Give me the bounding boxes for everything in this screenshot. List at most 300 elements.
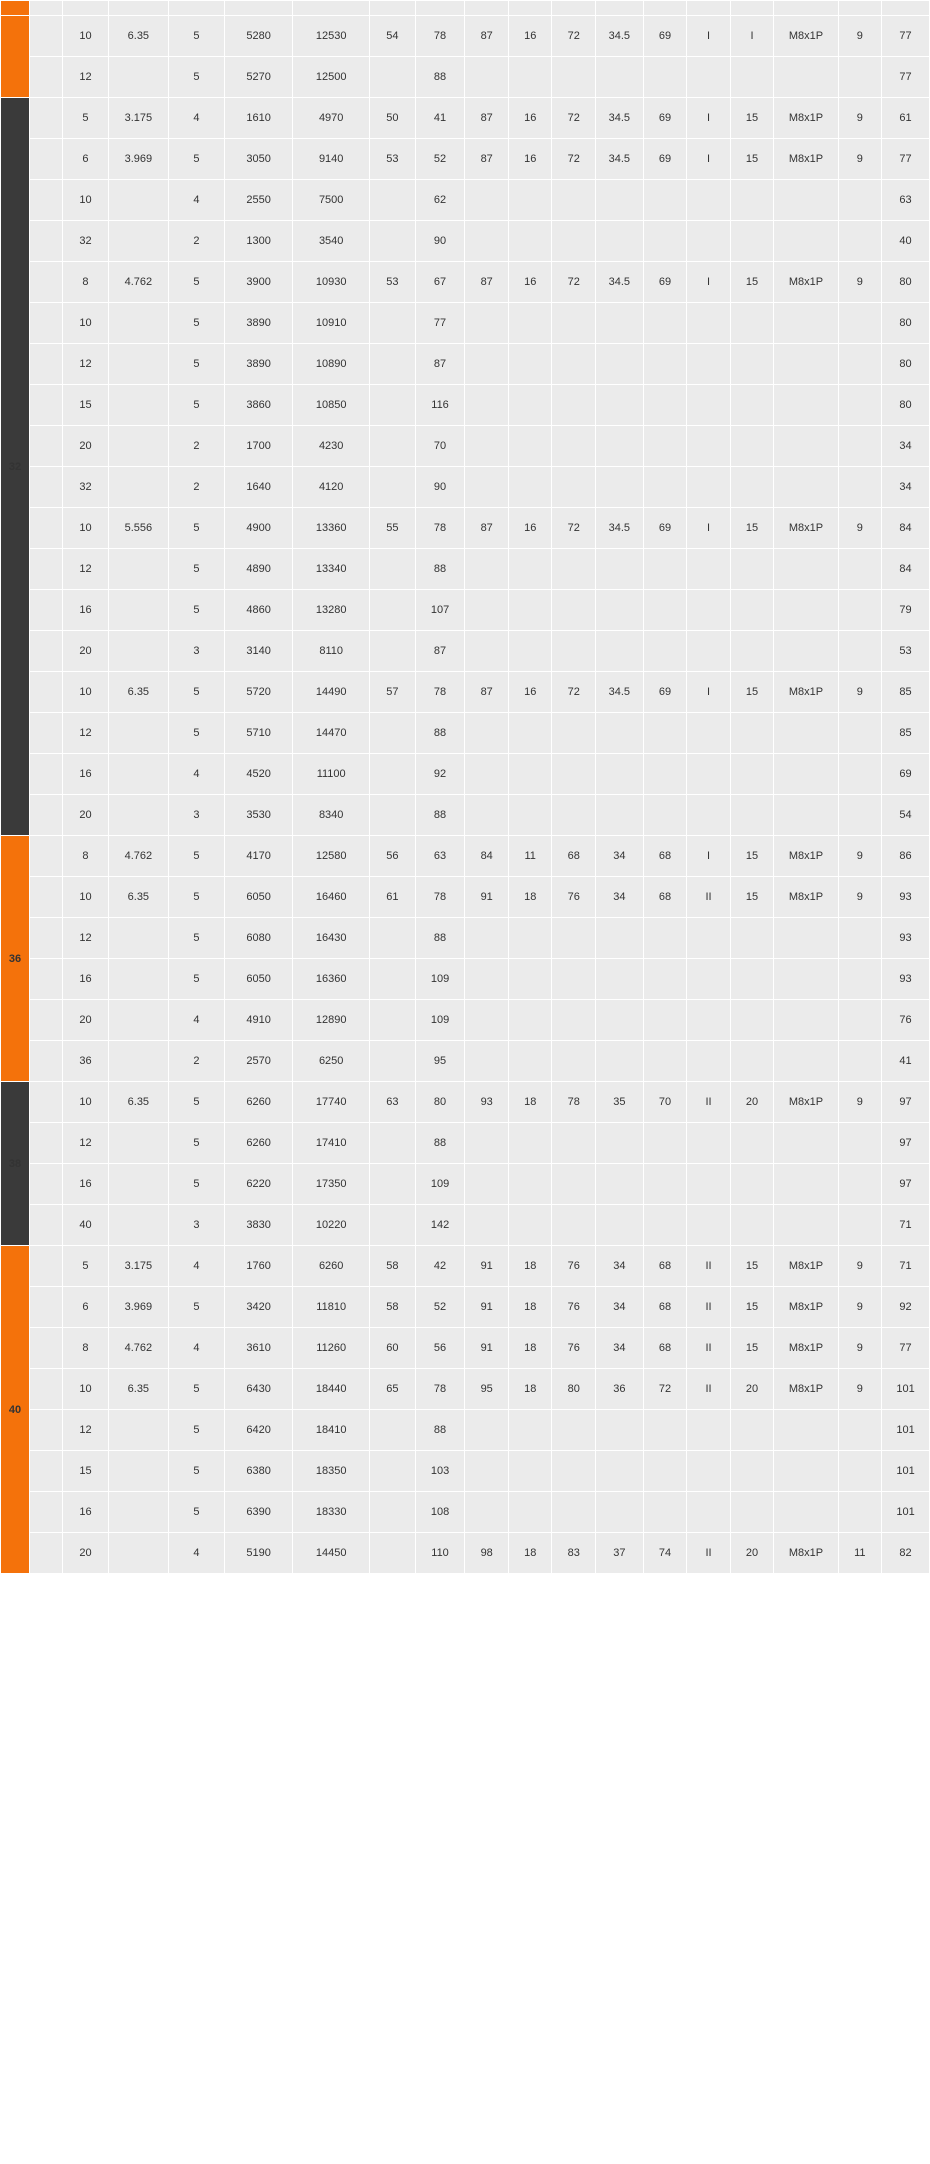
cell-r12-c10	[552, 590, 596, 631]
cell-r2-c10	[552, 918, 596, 959]
cell-r2-c1: 10	[63, 180, 109, 221]
cell-r1-c5: 11810	[293, 1287, 370, 1328]
cell-r0-c15: M8x1P	[774, 1082, 838, 1123]
cell-r4-c5: 10930	[293, 262, 370, 303]
cell-r3-c5: 18440	[293, 1369, 370, 1410]
table-row[interactable]	[1, 877, 930, 918]
cell-r3-c5: 16360	[293, 959, 370, 1000]
cell-r7-c12	[643, 385, 687, 426]
cell-r3-c2: 6.35	[108, 1369, 168, 1410]
cell-r2-c4: 3610	[224, 1328, 292, 1369]
cell-r11-c3: 5	[168, 549, 224, 590]
cell-r14-c1: 10	[63, 672, 109, 713]
cell-r10-c14: 15	[730, 508, 774, 549]
cell-r12-c17: 79	[882, 590, 930, 631]
cell-r4-c13	[687, 1410, 731, 1451]
cell-r1-c9: 18	[508, 877, 552, 918]
cell-r8-c17: 34	[882, 426, 930, 467]
cell-r3-c17: 101	[882, 1369, 930, 1410]
cell-r4-c9	[508, 1000, 552, 1041]
cell-r1-c1: 12	[63, 1123, 109, 1164]
cell-r11-c6	[370, 549, 416, 590]
cell-r10-c0	[30, 508, 63, 549]
cell-r10-c9: 16	[508, 508, 552, 549]
cell-r0-c5: 4970	[293, 98, 370, 139]
cell-r3-c2	[108, 959, 168, 1000]
cell-r3-c11	[596, 221, 644, 262]
cell-r3-c7: 90	[415, 221, 465, 262]
cell-r2-c13: II	[687, 1328, 731, 1369]
cell-r1-c12: 68	[643, 877, 687, 918]
cell-r5-c2	[108, 303, 168, 344]
cell-r1-c15: M8x1P	[774, 877, 838, 918]
table-row[interactable]	[1, 344, 930, 385]
cell-r4-c10	[552, 1410, 596, 1451]
cell-r1-c0	[30, 139, 63, 180]
cell-r0-c15: M8x1P	[774, 98, 838, 139]
cell-r3-c4: 1300	[224, 221, 292, 262]
cell-r0-c17: 61	[882, 98, 930, 139]
header-cell	[108, 1, 168, 16]
cell-r4-c11	[596, 1410, 644, 1451]
cell-r6-c11	[596, 344, 644, 385]
cell-r7-c2	[108, 1533, 168, 1574]
table-row[interactable]	[1, 221, 930, 262]
cell-r2-c16	[838, 918, 882, 959]
cell-r9-c14	[730, 467, 774, 508]
cell-r7-c17: 80	[882, 385, 930, 426]
cell-r12-c0	[30, 590, 63, 631]
header-cell	[30, 1, 63, 16]
cell-r5-c13	[687, 303, 731, 344]
cell-r14-c4: 5720	[224, 672, 292, 713]
table-row[interactable]	[1, 1041, 930, 1082]
cell-r10-c6: 55	[370, 508, 416, 549]
cell-r1-c11	[596, 1123, 644, 1164]
cell-r6-c6	[370, 344, 416, 385]
cell-r7-c12: 74	[643, 1533, 687, 1574]
table-row[interactable]	[1, 180, 930, 221]
cell-r14-c2: 6.35	[108, 672, 168, 713]
cell-r4-c13: I	[687, 262, 731, 303]
cell-r3-c7: 78	[415, 1369, 465, 1410]
cell-r14-c5: 14490	[293, 672, 370, 713]
cell-r12-c16	[838, 590, 882, 631]
cell-r3-c13	[687, 1205, 731, 1246]
table-header-strip	[1, 1, 930, 16]
cell-r15-c13	[687, 713, 731, 754]
cell-r10-c2: 5.556	[108, 508, 168, 549]
table-row[interactable]	[1, 1451, 930, 1492]
table-row[interactable]	[1, 467, 930, 508]
cell-r3-c14	[730, 959, 774, 1000]
cell-r17-c15	[774, 795, 838, 836]
cell-r0-c7: 42	[415, 1246, 465, 1287]
cell-r12-c15	[774, 590, 838, 631]
cell-r14-c12: 69	[643, 672, 687, 713]
cell-r0-c0	[30, 836, 63, 877]
cell-r7-c14: 20	[730, 1533, 774, 1574]
cell-r5-c16	[838, 1041, 882, 1082]
cell-r5-c5: 10910	[293, 303, 370, 344]
cell-r6-c2	[108, 344, 168, 385]
cell-r0-c8: 87	[465, 98, 509, 139]
cell-r1-c14: 15	[730, 877, 774, 918]
header-cell	[730, 1, 774, 16]
table-row[interactable]	[1, 918, 930, 959]
cell-r3-c5: 10220	[293, 1205, 370, 1246]
table-row[interactable]	[1, 98, 930, 139]
cell-r1-c5: 12500	[293, 57, 370, 98]
table-row[interactable]	[1, 57, 930, 98]
cell-r6-c8	[465, 344, 509, 385]
cell-r9-c7: 90	[415, 467, 465, 508]
cell-r9-c3: 2	[168, 467, 224, 508]
cell-r5-c4: 2570	[224, 1041, 292, 1082]
cell-r0-c1: 5	[63, 98, 109, 139]
cell-r16-c6	[370, 754, 416, 795]
cell-r10-c1: 10	[63, 508, 109, 549]
cell-r11-c16	[838, 549, 882, 590]
cell-r3-c6: 65	[370, 1369, 416, 1410]
cell-r3-c9	[508, 1205, 552, 1246]
cell-r1-c6: 61	[370, 877, 416, 918]
cell-r10-c4: 4900	[224, 508, 292, 549]
cell-r2-c15	[774, 1164, 838, 1205]
cell-r16-c15	[774, 754, 838, 795]
cell-r4-c4: 4910	[224, 1000, 292, 1041]
cell-r4-c6	[370, 1000, 416, 1041]
cell-r15-c5: 14470	[293, 713, 370, 754]
header-cell	[774, 1, 838, 16]
cell-r6-c12	[643, 1492, 687, 1533]
cell-r0-c7: 78	[415, 16, 465, 57]
cell-r2-c6	[370, 1164, 416, 1205]
cell-r0-c10: 76	[552, 1246, 596, 1287]
cell-r3-c14: 20	[730, 1369, 774, 1410]
table-row[interactable]	[1, 1492, 930, 1533]
cell-r0-c14: I	[730, 16, 774, 57]
cell-r3-c9	[508, 959, 552, 1000]
cell-r1-c10	[552, 1123, 596, 1164]
cell-r2-c16: 9	[838, 1328, 882, 1369]
cell-r0-c9: 18	[508, 1246, 552, 1287]
table-row[interactable]	[1, 1205, 930, 1246]
cell-r3-c12	[643, 959, 687, 1000]
cell-r4-c3: 5	[168, 262, 224, 303]
cell-r7-c6	[370, 1533, 416, 1574]
cell-r5-c7: 103	[415, 1451, 465, 1492]
cell-r0-c17: 97	[882, 1082, 930, 1123]
group-label-38: 38	[1, 1082, 30, 1246]
table-row[interactable]	[1, 1410, 930, 1451]
cell-r1-c6	[370, 1123, 416, 1164]
cell-r1-c17: 92	[882, 1287, 930, 1328]
cell-r15-c0	[30, 713, 63, 754]
header-cell	[687, 1, 731, 16]
cell-r17-c0	[30, 795, 63, 836]
cell-r7-c3: 5	[168, 385, 224, 426]
cell-r3-c15	[774, 959, 838, 1000]
cell-r0-c5: 17740	[293, 1082, 370, 1123]
cell-r0-c17: 86	[882, 836, 930, 877]
cell-r2-c3: 4	[168, 1328, 224, 1369]
cell-r12-c11	[596, 590, 644, 631]
cell-r0-c9: 18	[508, 1082, 552, 1123]
cell-r4-c1: 8	[63, 262, 109, 303]
cell-r3-c15	[774, 1205, 838, 1246]
cell-r4-c3: 4	[168, 1000, 224, 1041]
cell-r2-c4: 6080	[224, 918, 292, 959]
cell-r1-c9	[508, 57, 552, 98]
cell-r4-c3: 5	[168, 1410, 224, 1451]
cell-r3-c10	[552, 221, 596, 262]
cell-r10-c8: 87	[465, 508, 509, 549]
table-row[interactable]	[1, 139, 930, 180]
cell-r14-c11: 34.5	[596, 672, 644, 713]
cell-r1-c0	[30, 877, 63, 918]
cell-r16-c8	[465, 754, 509, 795]
cell-r0-c16: 9	[838, 836, 882, 877]
cell-r8-c6	[370, 426, 416, 467]
cell-r7-c14	[730, 385, 774, 426]
cell-r5-c2	[108, 1041, 168, 1082]
cell-r1-c12	[643, 1123, 687, 1164]
cell-r12-c3: 5	[168, 590, 224, 631]
cell-r3-c13: II	[687, 1369, 731, 1410]
cell-r2-c13	[687, 1164, 731, 1205]
cell-r0-c0	[30, 98, 63, 139]
cell-r14-c14: 15	[730, 672, 774, 713]
cell-r2-c3: 4	[168, 180, 224, 221]
table-row[interactable]	[1, 713, 930, 754]
cell-r15-c10	[552, 713, 596, 754]
cell-r1-c2: 3.969	[108, 139, 168, 180]
cell-r1-c3: 5	[168, 57, 224, 98]
cell-r4-c8	[465, 1000, 509, 1041]
cell-r4-c14: 15	[730, 262, 774, 303]
cell-r6-c0	[30, 1492, 63, 1533]
table-row[interactable]	[1, 385, 930, 426]
cell-r4-c15	[774, 1410, 838, 1451]
cell-r16-c7: 92	[415, 754, 465, 795]
cell-r0-c7: 80	[415, 1082, 465, 1123]
cell-r17-c4: 3530	[224, 795, 292, 836]
cell-r0-c13: I	[687, 836, 731, 877]
cell-r1-c13	[687, 1123, 731, 1164]
cell-r13-c8	[465, 631, 509, 672]
table-row[interactable]	[1, 672, 930, 713]
table-row[interactable]	[1, 1533, 930, 1574]
table-row[interactable]	[1, 1246, 930, 1287]
cell-r0-c2: 6.35	[108, 16, 168, 57]
cell-r5-c7: 95	[415, 1041, 465, 1082]
cell-r0-c3: 5	[168, 1082, 224, 1123]
table-row[interactable]	[1, 1164, 930, 1205]
cell-r2-c16	[838, 1164, 882, 1205]
table-row[interactable]	[1, 426, 930, 467]
cell-r1-c9	[508, 1123, 552, 1164]
cell-r1-c1: 6	[63, 139, 109, 180]
cell-r0-c13: I	[687, 98, 731, 139]
cell-r0-c11: 34.5	[596, 98, 644, 139]
cell-r13-c17: 53	[882, 631, 930, 672]
cell-r1-c16	[838, 1123, 882, 1164]
cell-r4-c2: 4.762	[108, 262, 168, 303]
cell-r16-c0	[30, 754, 63, 795]
table-row[interactable]	[1, 1123, 930, 1164]
cell-r2-c2	[108, 180, 168, 221]
cell-r9-c1: 32	[63, 467, 109, 508]
header-cell	[838, 1, 882, 16]
cell-r5-c16	[838, 303, 882, 344]
cell-r14-c7: 78	[415, 672, 465, 713]
table-row[interactable]	[1, 795, 930, 836]
cell-r3-c3: 5	[168, 959, 224, 1000]
cell-r1-c2: 6.35	[108, 877, 168, 918]
table-row[interactable]	[1, 16, 930, 57]
cell-r3-c16	[838, 221, 882, 262]
cell-r8-c4: 1700	[224, 426, 292, 467]
cell-r9-c4: 1640	[224, 467, 292, 508]
cell-r6-c6	[370, 1492, 416, 1533]
cell-r15-c2	[108, 713, 168, 754]
cell-r2-c1: 12	[63, 918, 109, 959]
cell-r1-c14: 15	[730, 139, 774, 180]
cell-r0-c3: 5	[168, 836, 224, 877]
cell-r3-c14	[730, 1205, 774, 1246]
cell-r17-c8	[465, 795, 509, 836]
table-row[interactable]	[1, 1082, 930, 1123]
cell-r1-c14: 15	[730, 1287, 774, 1328]
header-cell	[596, 1, 644, 16]
cell-r0-c17: 77	[882, 16, 930, 57]
cell-r0-c12: 68	[643, 1246, 687, 1287]
table-row[interactable]	[1, 262, 930, 303]
cell-r0-c11: 34.5	[596, 16, 644, 57]
table-row[interactable]	[1, 303, 930, 344]
cell-r6-c13	[687, 344, 731, 385]
cell-r4-c11: 34.5	[596, 262, 644, 303]
cell-r17-c12	[643, 795, 687, 836]
cell-r14-c10: 72	[552, 672, 596, 713]
cell-r1-c13: II	[687, 1287, 731, 1328]
cell-r5-c10	[552, 1451, 596, 1492]
cell-r13-c6	[370, 631, 416, 672]
cell-r17-c6	[370, 795, 416, 836]
cell-r2-c2	[108, 1164, 168, 1205]
cell-r1-c12: 68	[643, 1287, 687, 1328]
cell-r7-c10	[552, 385, 596, 426]
table-row[interactable]	[1, 590, 930, 631]
cell-r5-c14	[730, 1041, 774, 1082]
cell-r0-c3: 5	[168, 16, 224, 57]
cell-r5-c13	[687, 1041, 731, 1082]
cell-r0-c9: 16	[508, 98, 552, 139]
cell-r5-c8	[465, 1451, 509, 1492]
cell-r1-c11: 34.5	[596, 139, 644, 180]
cell-r8-c8	[465, 426, 509, 467]
cell-r5-c9	[508, 303, 552, 344]
cell-r15-c3: 5	[168, 713, 224, 754]
cell-r6-c16	[838, 344, 882, 385]
header-cell	[224, 1, 292, 16]
cell-r3-c9	[508, 221, 552, 262]
cell-r4-c15: M8x1P	[774, 262, 838, 303]
cell-r1-c11: 34	[596, 1287, 644, 1328]
cell-r0-c14: 15	[730, 1246, 774, 1287]
cell-r2-c15	[774, 180, 838, 221]
table-row[interactable]	[1, 549, 930, 590]
cell-r15-c11	[596, 713, 644, 754]
group-label-36: 36	[1, 836, 30, 1082]
cell-r6-c4: 3890	[224, 344, 292, 385]
cell-r5-c13	[687, 1451, 731, 1492]
cell-r7-c6	[370, 385, 416, 426]
cell-r7-c13: II	[687, 1533, 731, 1574]
cell-r15-c1: 12	[63, 713, 109, 754]
cell-r0-c8: 93	[465, 1082, 509, 1123]
cell-r3-c0	[30, 1205, 63, 1246]
cell-r6-c14	[730, 344, 774, 385]
cell-r1-c2	[108, 1123, 168, 1164]
cell-r1-c5: 16460	[293, 877, 370, 918]
cell-r3-c8: 95	[465, 1369, 509, 1410]
table-row[interactable]	[1, 959, 930, 1000]
cell-r4-c1: 20	[63, 1000, 109, 1041]
cell-r6-c9	[508, 1492, 552, 1533]
cell-r7-c10: 83	[552, 1533, 596, 1574]
cell-r13-c2	[108, 631, 168, 672]
table-row[interactable]	[1, 1000, 930, 1041]
cell-r2-c8: 91	[465, 1328, 509, 1369]
table-row[interactable]	[1, 754, 930, 795]
table-row[interactable]	[1, 1328, 930, 1369]
cell-r2-c10	[552, 1164, 596, 1205]
cell-r14-c13: I	[687, 672, 731, 713]
cell-r3-c16: 9	[838, 1369, 882, 1410]
table-row[interactable]	[1, 1369, 930, 1410]
cell-r3-c4: 6050	[224, 959, 292, 1000]
cell-r1-c15: M8x1P	[774, 1287, 838, 1328]
table-row[interactable]	[1, 836, 930, 877]
cell-r13-c3: 3	[168, 631, 224, 672]
cell-r3-c9: 18	[508, 1369, 552, 1410]
table-row[interactable]	[1, 1287, 930, 1328]
cell-r0-c4: 1760	[224, 1246, 292, 1287]
cell-r1-c1: 6	[63, 1287, 109, 1328]
table-row[interactable]	[1, 631, 930, 672]
cell-r10-c5: 13360	[293, 508, 370, 549]
cell-r9-c2	[108, 467, 168, 508]
cell-r5-c9	[508, 1041, 552, 1082]
cell-r13-c7: 87	[415, 631, 465, 672]
table-row[interactable]	[1, 508, 930, 549]
cell-r1-c6: 53	[370, 139, 416, 180]
cell-r3-c2	[108, 1205, 168, 1246]
cell-r1-c8: 87	[465, 139, 509, 180]
cell-r0-c16: 9	[838, 1082, 882, 1123]
cell-r2-c8	[465, 918, 509, 959]
cell-r3-c1: 40	[63, 1205, 109, 1246]
cell-r0-c6: 63	[370, 1082, 416, 1123]
cell-r3-c17: 71	[882, 1205, 930, 1246]
cell-r2-c1: 8	[63, 1328, 109, 1369]
cell-r4-c9: 16	[508, 262, 552, 303]
cell-r13-c11	[596, 631, 644, 672]
cell-r1-c16: 9	[838, 877, 882, 918]
cell-r9-c6	[370, 467, 416, 508]
